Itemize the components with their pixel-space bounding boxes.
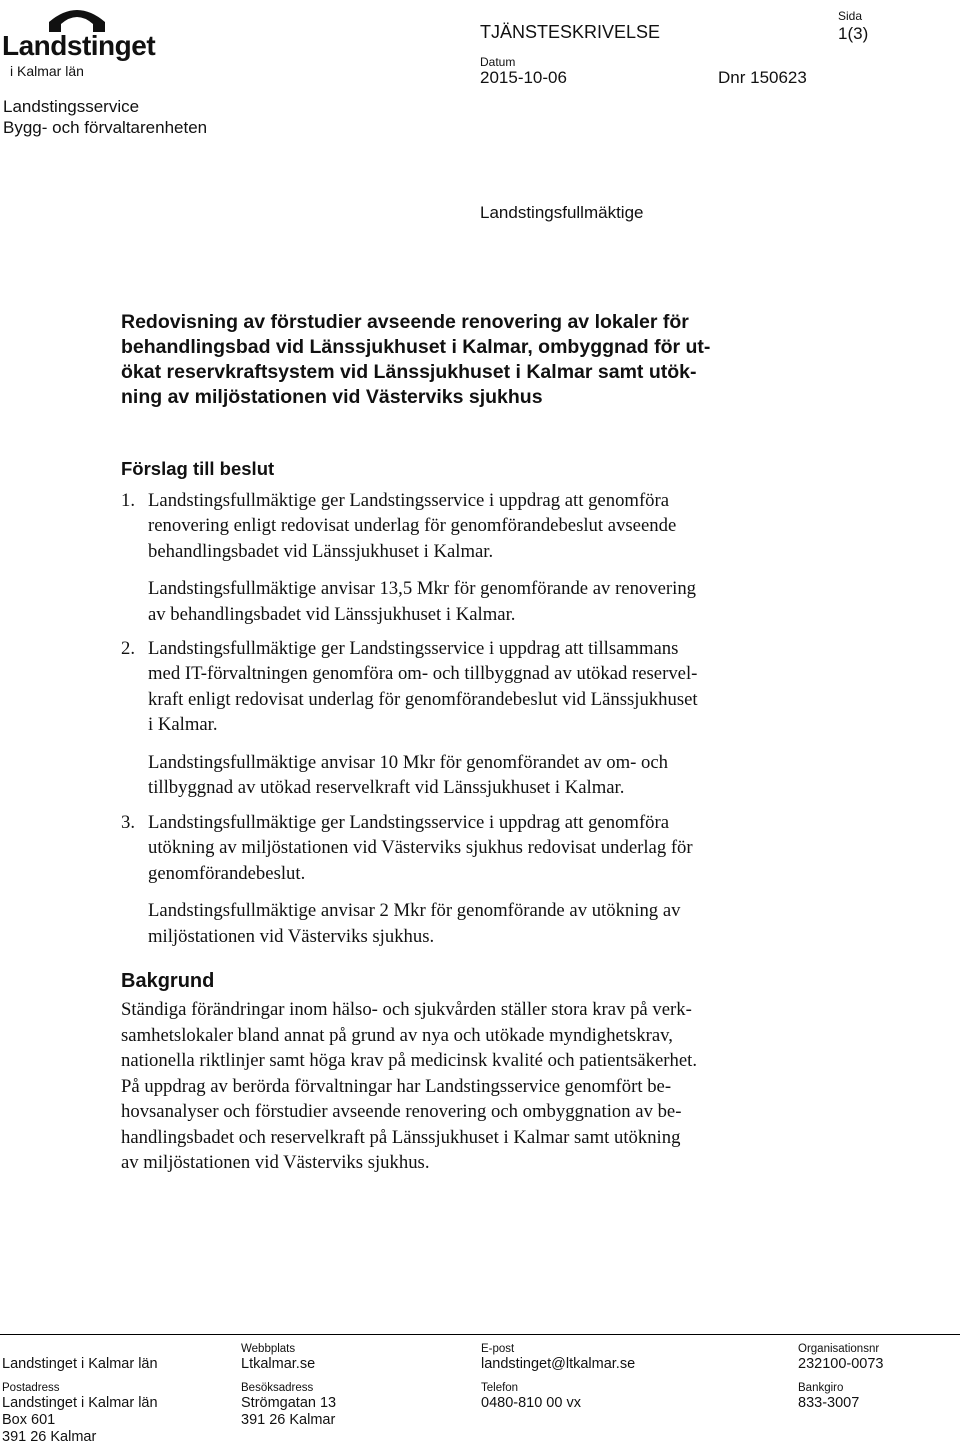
footer-postal-line: 391 26 Kalmar xyxy=(2,1429,97,1445)
department xyxy=(3,96,207,138)
background-text xyxy=(121,997,697,1176)
footer-phone-label: Telefon xyxy=(481,1382,519,1394)
item-line: miljöstationen vid Västerviks sjukhus. xyxy=(148,925,435,947)
item-line: behandlingsbadet vid Länssjukhuset i Kalmar. xyxy=(148,540,494,562)
background-line: På uppdrag av berörda förvaltningar har Landstingsservice genomfört be- xyxy=(121,1075,672,1097)
footer-web-link[interactable]: Ltkalmar.se xyxy=(241,1356,316,1372)
item-line: i Kalmar. xyxy=(148,714,218,736)
item-number: 3. xyxy=(121,812,136,833)
footer-orgnr-label: Organisationsnr xyxy=(798,1343,880,1355)
footer-visit-label: Besöksadress xyxy=(241,1382,314,1394)
proposal-heading: Förslag till beslut xyxy=(121,458,275,479)
footer-bankgiro: 833-3007 xyxy=(798,1395,860,1411)
item-line: genomförandebeslut. xyxy=(148,862,306,884)
arch-icon xyxy=(47,2,107,32)
recipient: Landstingsfullmäktige xyxy=(480,203,644,222)
footer-phone: 0480-810 00 vx xyxy=(481,1395,581,1411)
item-line: av behandlingsbadet vid Länssjukhuset i Kalmar. xyxy=(148,603,516,625)
item-number: 1. xyxy=(121,490,136,511)
logo-subtitle: i Kalmar län xyxy=(10,63,84,79)
proposal-item-1 xyxy=(121,488,841,627)
title-line: Redovisning av förstudier avseende renovering av lokaler för xyxy=(121,311,689,333)
department-line: Landstingsservice xyxy=(3,97,140,116)
footer-postal-address xyxy=(2,1395,158,1446)
item-line: med IT-förvaltningen genomföra om- och tillbyggnad av utökad reservel- xyxy=(148,663,698,685)
footer-web-label: Webbplats xyxy=(241,1343,296,1355)
item-line: Landstingsfullmäktige anvisar 2 Mkr för genomförande av utökning av xyxy=(148,900,681,922)
footer-visit-line: Strömgatan 13 xyxy=(241,1395,337,1411)
item-line: Landstingsfullmäktige ger Landstingsservice i uppdrag att tillsammans xyxy=(148,638,679,659)
background-line: nationella riktlinjer samt höga krav på medicinsk kvalité och patientsäkerhet. xyxy=(121,1050,698,1071)
page-number: 1(3) xyxy=(838,24,869,43)
logo-wordmark: Landstinget xyxy=(2,30,156,61)
footer-bankgiro-label: Bankgiro xyxy=(798,1382,844,1394)
item-line: Landstingsfullmäktige ger Landstingsservice i uppdrag att genomföra xyxy=(148,812,670,833)
title-line: ökat reservkraftsystem vid Länssjukhuset i Kalmar samt utök- xyxy=(121,361,697,383)
footer-postal-label: Postadress xyxy=(2,1382,60,1394)
item-line: Landstingsfullmäktige anvisar 10 Mkr för genomförandet av om- och xyxy=(148,751,669,773)
background-line: Ständiga förändringar inom hälso- och sjukvården ställer stora krav på verk- xyxy=(121,999,692,1020)
footer-email-label: E-post xyxy=(481,1343,515,1355)
document-dnr: Dnr 150623 xyxy=(718,68,807,87)
title-line: behandlingsbad vid Länssjukhuset i Kalmar, ombyggnad för ut- xyxy=(121,336,711,358)
proposal-item-2 xyxy=(121,636,841,800)
background-heading: Bakgrund xyxy=(121,970,215,992)
footer-divider xyxy=(0,1334,960,1335)
item-number: 2. xyxy=(121,638,136,659)
background-line: handlingsbadet och reservelkraft på Länssjukhuset i Kalmar samt utökning xyxy=(121,1126,681,1148)
item-line: Landstingsfullmäktige anvisar 13,5 Mkr för genomförande av renovering xyxy=(148,578,697,600)
title-line: ning av miljöstationen vid Västerviks sjukhus xyxy=(121,386,543,408)
footer-visit-line: 391 26 Kalmar xyxy=(241,1412,336,1428)
item-line: kraft enligt redovisat underlag för genomförandebeslut vid Länssjukhuset xyxy=(148,688,698,710)
logo xyxy=(2,2,156,82)
footer-org-name: Landstinget i Kalmar län xyxy=(2,1356,158,1372)
footer-postal-line: Box 601 xyxy=(2,1412,56,1428)
background-line: hovsanalyser och förstudier avseende renovering och ombyggnation av be- xyxy=(121,1101,682,1122)
document-type: TJÄNSTESKRIVELSE xyxy=(480,22,661,42)
document-date: 2015-10-06 xyxy=(480,68,567,87)
document-title xyxy=(121,310,710,410)
department-line: Bygg- och förvaltarenheten xyxy=(3,118,208,137)
footer-visit-address xyxy=(241,1395,336,1429)
proposal-item-3 xyxy=(121,810,841,949)
page-label: Sida xyxy=(838,9,863,23)
date-label: Datum xyxy=(480,55,516,69)
footer-orgnr: 232100-0073 xyxy=(798,1356,884,1372)
item-line: tillbyggnad av utökad reservelkraft vid Länssjukhuset i Kalmar. xyxy=(148,777,625,799)
item-line: utökning av miljöstationen vid Västerviks sjukhus redovisat underlag för xyxy=(148,837,693,859)
footer-email-link[interactable]: landstinget@ltkalmar.se xyxy=(481,1356,636,1372)
footer-postal-line: Landstinget i Kalmar län xyxy=(2,1395,158,1411)
item-line: Landstingsfullmäktige ger Landstingsservice i uppdrag att genomföra xyxy=(148,490,670,511)
background-line: samhetslokaler bland annat på grund av nya och utökade myndighetskrav, xyxy=(121,1024,673,1046)
item-line: renovering enligt redovisat underlag för genomförandebeslut avseende xyxy=(148,515,677,537)
background-line: av miljöstationen vid Västerviks sjukhus. xyxy=(121,1152,430,1173)
